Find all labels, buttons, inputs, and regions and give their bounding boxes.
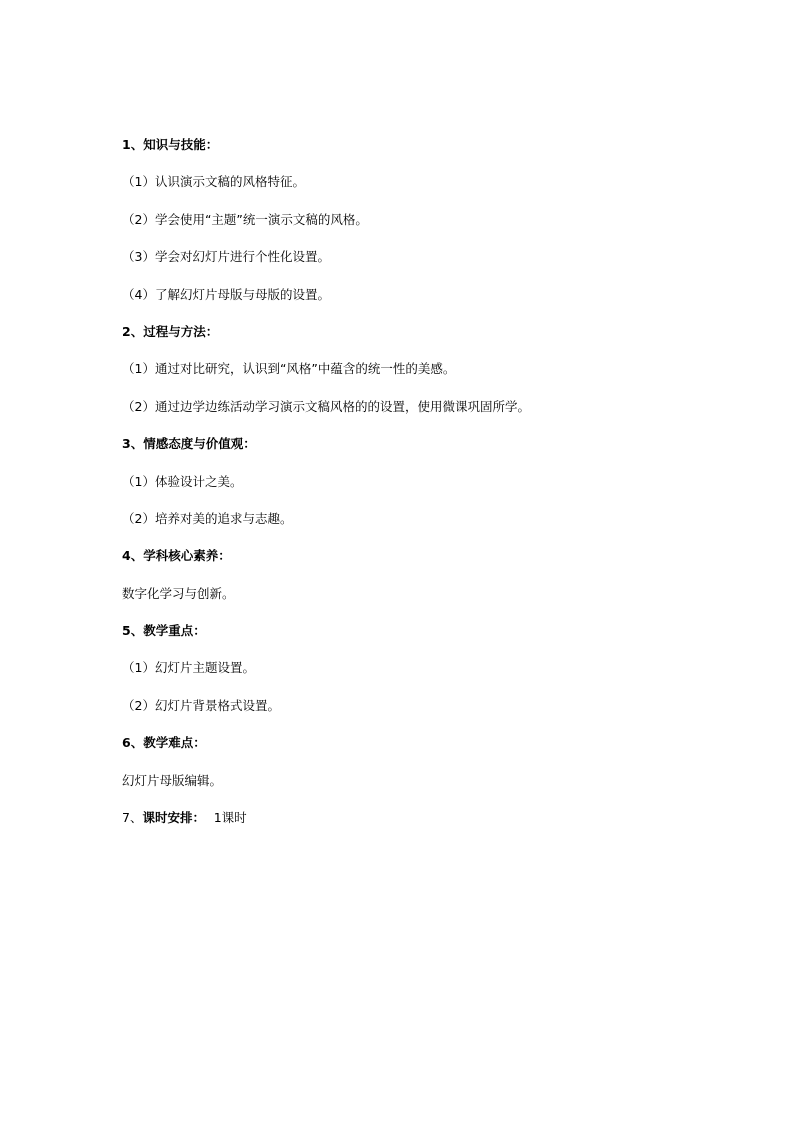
document-body	[122, 134, 682, 844]
list-item: （1）认识演示文稿的风格特征。	[122, 174, 305, 190]
schedule-value: 1课时	[213, 810, 247, 826]
section-heading-attitudes-values: 3、情感态度与价值观：	[122, 436, 256, 452]
list-item: 数字化学习与创新。	[122, 585, 235, 601]
section-heading-difficulties: 6、教学难点：	[122, 735, 206, 751]
list-item: （2）幻灯片背景格式设置。	[122, 697, 280, 713]
section-heading-schedule	[122, 807, 682, 844]
schedule-number: 7、	[122, 810, 143, 826]
list-item: （4）了解幻灯片母版与母版的设置。	[122, 286, 330, 302]
list-item: 幻灯片母版编辑。	[122, 772, 223, 788]
list-item: （2）通过边学边练活动学习演示文稿风格的的设置，使用微课巩固所学。	[122, 398, 530, 414]
list-item: （2）培养对美的追求与志趣。	[122, 510, 293, 526]
section-heading-knowledge-skills: 1、知识与技能：	[122, 137, 219, 152]
list-item: （3）学会对幻灯片进行个性化设置。	[122, 249, 330, 265]
list-item: （2）学会使用“主题”统一演示文稿的风格。	[122, 211, 368, 227]
schedule-label: 课时安排：	[142, 810, 205, 826]
section-heading-core-literacy: 4、学科核心素养：	[122, 548, 231, 564]
list-item: （1）通过对比研究，认识到“风格”中蕴含的统一性的美感。	[122, 361, 456, 377]
list-item: （1）体验设计之美。	[122, 473, 243, 489]
section-heading-process-methods: 2、过程与方法：	[122, 323, 219, 339]
section-heading-key-points: 5、教学重点：	[122, 623, 206, 639]
list-item: （1）幻灯片主题设置。	[122, 660, 255, 676]
